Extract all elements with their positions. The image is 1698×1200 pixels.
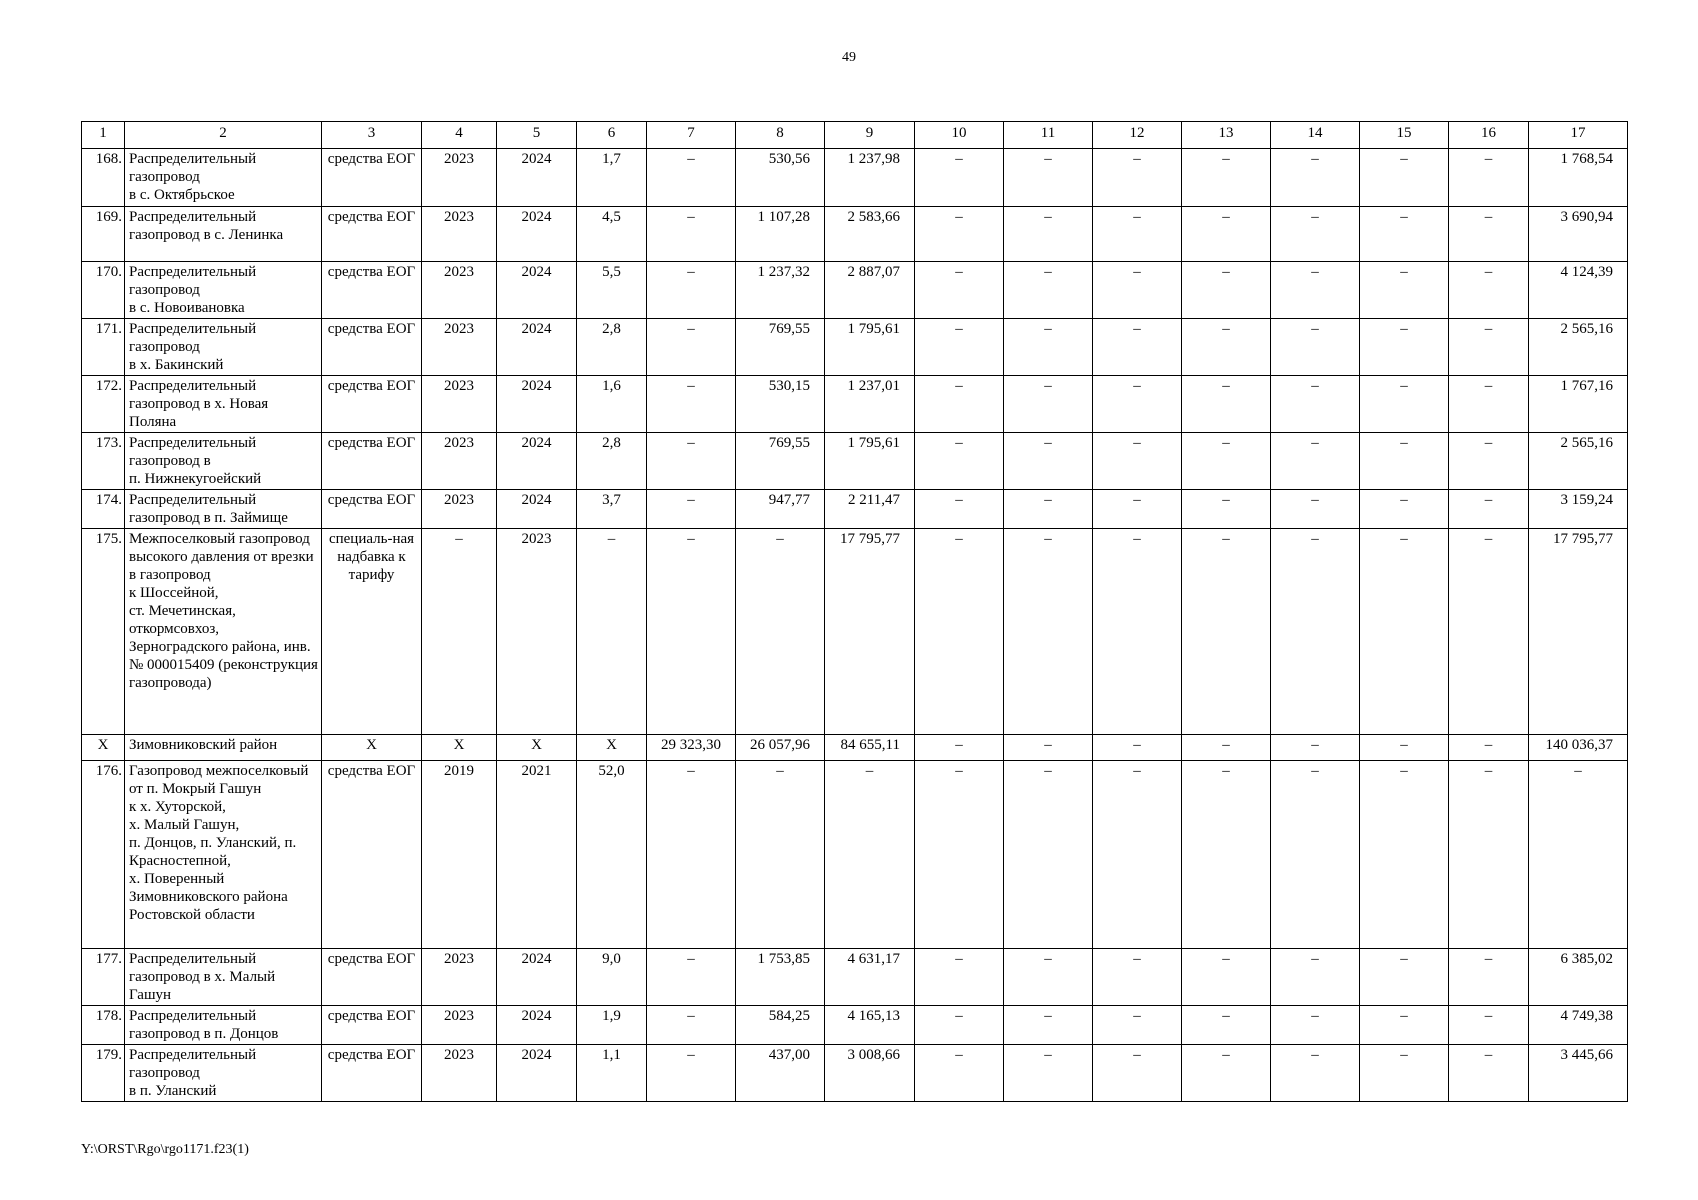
table-row (82, 376, 1628, 433)
column-header: 10 (915, 122, 1004, 149)
amount-cell: – (1449, 262, 1529, 319)
total-cell: 17 795,77 (1529, 529, 1628, 735)
table-row (82, 735, 1628, 761)
amount-cell: 530,15 (736, 376, 825, 433)
value-cell: 2023 (422, 1006, 497, 1045)
amount-cell: – (1182, 319, 1271, 376)
amount-cell: – (825, 761, 915, 949)
investment-table-container (81, 121, 1626, 1102)
value-cell: 2024 (497, 490, 577, 529)
row-number-cell: 171. (82, 319, 125, 376)
amount-cell: – (1360, 319, 1449, 376)
row-number-cell: 172. (82, 376, 125, 433)
amount-cell: 584,25 (736, 1006, 825, 1045)
amount-cell: – (1093, 319, 1182, 376)
amount-cell: – (1093, 207, 1182, 262)
amount-cell: – (915, 262, 1004, 319)
amount-cell: – (1182, 949, 1271, 1006)
column-header: 3 (322, 122, 422, 149)
total-cell: 140 036,37 (1529, 735, 1628, 761)
object-name-cell: Распределительный газопровод в х. Бакинский (125, 319, 322, 376)
amount-cell: – (915, 149, 1004, 207)
amount-cell: – (1449, 1045, 1529, 1102)
amount-cell: – (1182, 529, 1271, 735)
table-row (82, 761, 1628, 949)
column-header: 6 (577, 122, 647, 149)
amount-cell: 2 887,07 (825, 262, 915, 319)
amount-cell: – (1360, 207, 1449, 262)
amount-cell: – (647, 433, 736, 490)
total-cell: 2 565,16 (1529, 433, 1628, 490)
amount-cell: – (1360, 949, 1449, 1006)
value-cell: 2024 (497, 376, 577, 433)
amount-cell: – (1449, 761, 1529, 949)
table-row (82, 149, 1628, 207)
amount-cell: – (647, 949, 736, 1006)
column-header: 8 (736, 122, 825, 149)
value-cell: 2024 (497, 319, 577, 376)
amount-cell: – (1271, 761, 1360, 949)
funding-source-cell: средства ЕОГ (322, 761, 422, 949)
amount-cell: – (1360, 735, 1449, 761)
amount-cell: – (1360, 1006, 1449, 1045)
object-name-cell: Зимовниковский район (125, 735, 322, 761)
amount-cell: 26 057,96 (736, 735, 825, 761)
amount-cell: 3 008,66 (825, 1045, 915, 1102)
value-cell: 2023 (422, 149, 497, 207)
total-cell: 1 768,54 (1529, 149, 1628, 207)
table-row (82, 490, 1628, 529)
funding-source-cell: средства ЕОГ (322, 1006, 422, 1045)
amount-cell: – (1004, 149, 1093, 207)
page-number: 49 (842, 50, 856, 65)
funding-source-cell: средства ЕОГ (322, 262, 422, 319)
amount-cell: – (1004, 490, 1093, 529)
amount-cell: 947,77 (736, 490, 825, 529)
amount-cell: – (647, 376, 736, 433)
amount-cell: 769,55 (736, 433, 825, 490)
column-header: 12 (1093, 122, 1182, 149)
amount-cell: – (1182, 376, 1271, 433)
amount-cell: – (1093, 262, 1182, 319)
amount-cell: – (915, 207, 1004, 262)
amount-cell: – (647, 149, 736, 207)
object-name-cell: Распределительный газопровод в п. Донцов (125, 1006, 322, 1045)
document-footer-path: Y:\ORST\Rgo\rgo1171.f23(1) (81, 1142, 249, 1157)
amount-cell: – (1182, 761, 1271, 949)
total-cell: 4 124,39 (1529, 262, 1628, 319)
value-cell: 2024 (497, 207, 577, 262)
table-body (82, 122, 1628, 1102)
table-row (82, 262, 1628, 319)
amount-cell: – (915, 433, 1004, 490)
value-cell: 2023 (422, 949, 497, 1006)
amount-cell: – (1271, 735, 1360, 761)
row-number-cell: 168. (82, 149, 125, 207)
column-header: 14 (1271, 122, 1360, 149)
amount-cell: – (1360, 149, 1449, 207)
amount-cell: 1 237,32 (736, 262, 825, 319)
amount-cell: – (1004, 1045, 1093, 1102)
funding-source-cell: средства ЕОГ (322, 319, 422, 376)
amount-cell: – (1004, 376, 1093, 433)
amount-cell: – (1271, 1006, 1360, 1045)
amount-cell: – (1004, 262, 1093, 319)
amount-cell: – (915, 1045, 1004, 1102)
amount-cell: 2 583,66 (825, 207, 915, 262)
value-cell: 1,6 (577, 376, 647, 433)
amount-cell: – (1360, 529, 1449, 735)
amount-cell: – (1360, 376, 1449, 433)
value-cell: 2023 (422, 319, 497, 376)
row-number-cell: 170. (82, 262, 125, 319)
amount-cell: – (647, 529, 736, 735)
amount-cell: – (1182, 149, 1271, 207)
amount-cell: – (915, 949, 1004, 1006)
row-number-cell: 177. (82, 949, 125, 1006)
amount-cell: – (647, 761, 736, 949)
value-cell: 52,0 (577, 761, 647, 949)
value-cell: 3,7 (577, 490, 647, 529)
object-name-cell: Распределительный газопровод в п. Уланский (125, 1045, 322, 1102)
amount-cell: – (1182, 207, 1271, 262)
value-cell: 4,5 (577, 207, 647, 262)
amount-cell: – (1004, 319, 1093, 376)
value-cell: 2021 (497, 761, 577, 949)
total-cell: – (1529, 761, 1628, 949)
investment-table (81, 121, 1628, 1102)
amount-cell: – (1449, 529, 1529, 735)
amount-cell: – (1271, 490, 1360, 529)
amount-cell: – (1271, 529, 1360, 735)
total-cell: 2 565,16 (1529, 319, 1628, 376)
amount-cell: 769,55 (736, 319, 825, 376)
value-cell: 2024 (497, 949, 577, 1006)
amount-cell: 84 655,11 (825, 735, 915, 761)
amount-cell: – (736, 761, 825, 949)
amount-cell: – (1093, 490, 1182, 529)
amount-cell: – (915, 319, 1004, 376)
amount-cell: – (1004, 529, 1093, 735)
total-cell: 1 767,16 (1529, 376, 1628, 433)
object-name-cell: Распределительный газопровод в х. Новая Поляна (125, 376, 322, 433)
amount-cell: – (1360, 1045, 1449, 1102)
value-cell: 2023 (422, 376, 497, 433)
value-cell: 2,8 (577, 433, 647, 490)
column-header: 2 (125, 122, 322, 149)
object-name-cell: Межпоселковый газопровод высокого давления от врезки в газопровод к Шоссейной, ст. Мечетинская, откормсовхоз, Зерноградского района, инв. № 000015409 (реконструкция газопровода) (125, 529, 322, 735)
object-name-cell: Распределительный газопровод в п. Займище (125, 490, 322, 529)
value-cell: X (422, 735, 497, 761)
amount-cell: – (1449, 319, 1529, 376)
amount-cell: – (1182, 433, 1271, 490)
amount-cell: – (647, 1006, 736, 1045)
amount-cell: 1 237,98 (825, 149, 915, 207)
value-cell: 2024 (497, 262, 577, 319)
value-cell: 9,0 (577, 949, 647, 1006)
amount-cell: – (1449, 207, 1529, 262)
amount-cell: – (915, 490, 1004, 529)
amount-cell: – (1360, 262, 1449, 319)
row-number-cell: X (82, 735, 125, 761)
total-cell: 3 445,66 (1529, 1045, 1628, 1102)
value-cell: 1,1 (577, 1045, 647, 1102)
amount-cell: – (1271, 433, 1360, 490)
row-number-cell: 169. (82, 207, 125, 262)
amount-cell: – (1093, 949, 1182, 1006)
amount-cell: 29 323,30 (647, 735, 736, 761)
amount-cell: – (647, 262, 736, 319)
amount-cell: – (1271, 207, 1360, 262)
amount-cell: – (1360, 761, 1449, 949)
amount-cell: 437,00 (736, 1045, 825, 1102)
amount-cell: 1 107,28 (736, 207, 825, 262)
total-cell: 3 690,94 (1529, 207, 1628, 262)
funding-source-cell: средства ЕОГ (322, 207, 422, 262)
amount-cell: – (1004, 433, 1093, 490)
amount-cell: – (1449, 433, 1529, 490)
total-cell: 6 385,02 (1529, 949, 1628, 1006)
funding-source-cell: средства ЕОГ (322, 149, 422, 207)
amount-cell: – (1271, 1045, 1360, 1102)
amount-cell: – (1093, 1045, 1182, 1102)
funding-source-cell: средства ЕОГ (322, 1045, 422, 1102)
amount-cell: – (915, 529, 1004, 735)
column-header: 16 (1449, 122, 1529, 149)
table-row (82, 319, 1628, 376)
value-cell: 2019 (422, 761, 497, 949)
total-cell: 4 749,38 (1529, 1006, 1628, 1045)
amount-cell: – (1449, 490, 1529, 529)
funding-source-cell: средства ЕОГ (322, 949, 422, 1006)
amount-cell: – (1271, 262, 1360, 319)
row-number-cell: 173. (82, 433, 125, 490)
amount-cell: – (647, 319, 736, 376)
object-name-cell: Распределительный газопровод в с. Октябрьское (125, 149, 322, 207)
value-cell: 2023 (422, 207, 497, 262)
column-header: 5 (497, 122, 577, 149)
object-name-cell: Газопровод межпоселковый от п. Мокрый Гашун к х. Хуторской, х. Малый Гашун, п. Донцов, п. Уланский, п. Красностепной, х. Поверенный Зимовниковского района Ростовской области (125, 761, 322, 949)
value-cell: 2024 (497, 433, 577, 490)
value-cell: – (422, 529, 497, 735)
amount-cell: – (1271, 319, 1360, 376)
funding-source-cell: специаль-ная надбавка к тарифу (322, 529, 422, 735)
amount-cell: – (1271, 949, 1360, 1006)
amount-cell: – (1004, 207, 1093, 262)
amount-cell: – (1360, 490, 1449, 529)
column-header: 4 (422, 122, 497, 149)
value-cell: 5,5 (577, 262, 647, 319)
value-cell: 2024 (497, 149, 577, 207)
total-cell: 3 159,24 (1529, 490, 1628, 529)
amount-cell: – (1182, 1045, 1271, 1102)
amount-cell: – (1449, 149, 1529, 207)
amount-cell: – (1093, 529, 1182, 735)
column-header: 7 (647, 122, 736, 149)
object-name-cell: Распределительный газопровод в п. Нижнекугоейский (125, 433, 322, 490)
value-cell: 2023 (497, 529, 577, 735)
amount-cell: – (1093, 376, 1182, 433)
amount-cell: – (1182, 490, 1271, 529)
amount-cell: – (1004, 949, 1093, 1006)
column-header: 17 (1529, 122, 1628, 149)
table-header-row (82, 122, 1628, 149)
funding-source-cell: средства ЕОГ (322, 376, 422, 433)
amount-cell: – (915, 1006, 1004, 1045)
amount-cell: – (1004, 1006, 1093, 1045)
amount-cell: 1 237,01 (825, 376, 915, 433)
table-row (82, 949, 1628, 1006)
value-cell: 1,7 (577, 149, 647, 207)
value-cell: 2023 (422, 262, 497, 319)
column-header: 13 (1182, 122, 1271, 149)
amount-cell: – (1093, 735, 1182, 761)
object-name-cell: Распределительный газопровод в с. Ленинка (125, 207, 322, 262)
amount-cell: – (647, 1045, 736, 1102)
amount-cell: 2 211,47 (825, 490, 915, 529)
column-header: 1 (82, 122, 125, 149)
amount-cell: – (1093, 761, 1182, 949)
amount-cell: – (1182, 735, 1271, 761)
amount-cell: – (1449, 1006, 1529, 1045)
amount-cell: – (647, 207, 736, 262)
value-cell: 2023 (422, 1045, 497, 1102)
value-cell: X (497, 735, 577, 761)
column-header: 11 (1004, 122, 1093, 149)
amount-cell: – (1449, 735, 1529, 761)
table-row (82, 433, 1628, 490)
table-row (82, 207, 1628, 262)
amount-cell: – (1182, 1006, 1271, 1045)
funding-source-cell: средства ЕОГ (322, 433, 422, 490)
amount-cell: – (1093, 149, 1182, 207)
row-number-cell: 175. (82, 529, 125, 735)
amount-cell: 1 753,85 (736, 949, 825, 1006)
table-row (82, 1006, 1628, 1045)
amount-cell: 530,56 (736, 149, 825, 207)
amount-cell: – (647, 490, 736, 529)
column-header: 15 (1360, 122, 1449, 149)
amount-cell: – (1093, 433, 1182, 490)
value-cell: 1,9 (577, 1006, 647, 1045)
amount-cell: – (1004, 761, 1093, 949)
object-name-cell: Распределительный газопровод в х. Малый Гашун (125, 949, 322, 1006)
amount-cell: 4 631,17 (825, 949, 915, 1006)
amount-cell: – (915, 761, 1004, 949)
row-number-cell: 179. (82, 1045, 125, 1102)
value-cell: 2024 (497, 1045, 577, 1102)
amount-cell: – (915, 376, 1004, 433)
amount-cell: – (1093, 1006, 1182, 1045)
value-cell: X (577, 735, 647, 761)
value-cell: 2024 (497, 1006, 577, 1045)
amount-cell: – (1004, 735, 1093, 761)
value-cell: 2023 (422, 490, 497, 529)
amount-cell: – (1271, 149, 1360, 207)
object-name-cell: Распределительный газопровод в с. Новоивановка (125, 262, 322, 319)
funding-source-cell: средства ЕОГ (322, 490, 422, 529)
amount-cell: 1 795,61 (825, 319, 915, 376)
amount-cell: – (1182, 262, 1271, 319)
value-cell: 2,8 (577, 319, 647, 376)
table-row (82, 529, 1628, 735)
row-number-cell: 176. (82, 761, 125, 949)
value-cell: 2023 (422, 433, 497, 490)
amount-cell: – (1449, 376, 1529, 433)
amount-cell: – (915, 735, 1004, 761)
value-cell: – (577, 529, 647, 735)
amount-cell: 1 795,61 (825, 433, 915, 490)
amount-cell: 4 165,13 (825, 1006, 915, 1045)
amount-cell: – (1271, 376, 1360, 433)
funding-source-cell: X (322, 735, 422, 761)
amount-cell: – (736, 529, 825, 735)
amount-cell: – (1360, 433, 1449, 490)
amount-cell: 17 795,77 (825, 529, 915, 735)
table-row (82, 1045, 1628, 1102)
column-header: 9 (825, 122, 915, 149)
row-number-cell: 174. (82, 490, 125, 529)
amount-cell: – (1449, 949, 1529, 1006)
row-number-cell: 178. (82, 1006, 125, 1045)
